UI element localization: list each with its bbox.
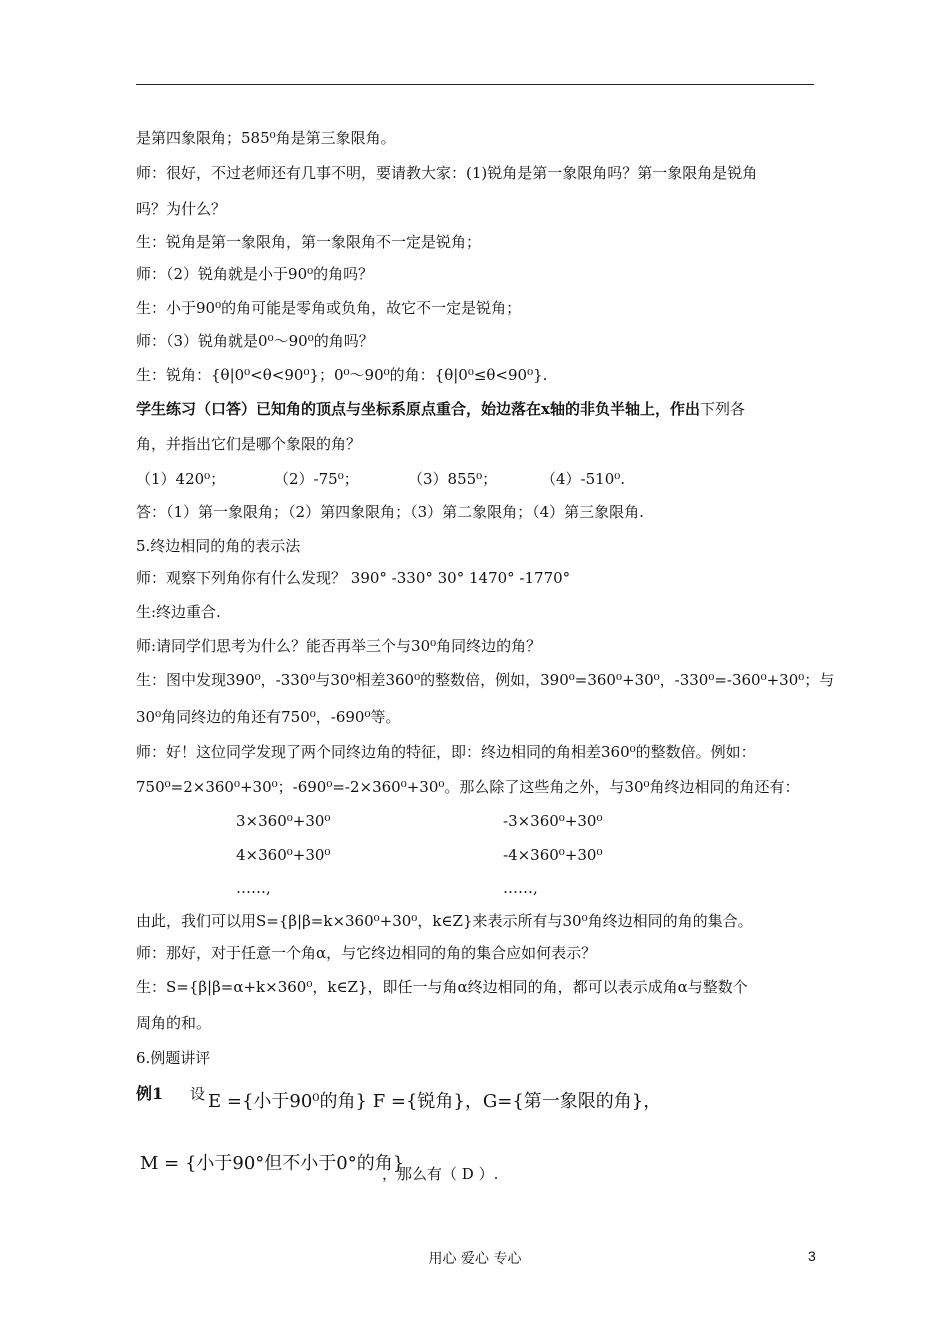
example-sets: E ={小于90⁰的角} F ={锐角}，G={第一象限的角}，	[208, 1091, 662, 1112]
formula-right: -3×360⁰+30⁰	[503, 812, 603, 830]
text-line: 师：很好，不过老师还有几事不明，要请教大家：(1)锐角是第一象限角吗？第一象限角是锐角	[136, 164, 758, 182]
practice-line	[136, 399, 745, 419]
formula-left: 4×360⁰+30⁰	[236, 846, 331, 864]
header-rule	[136, 84, 814, 85]
text-line: 生：小于90⁰的角可能是零角或负角，故它不一定是锐角；	[136, 299, 522, 317]
formula-left: 3×360⁰+30⁰	[236, 812, 331, 830]
text-line: 是第四象限角；585⁰角是第三象限角。	[136, 129, 396, 147]
practice-item: （3）855⁰；	[408, 470, 498, 488]
text-line: 师：好！这位同学发现了两个同终边角的特征，即：终边相同的角相差360⁰的整数倍。例如：	[136, 743, 756, 761]
text-line: 30⁰角同终边的角还有750⁰，-690⁰等。	[136, 708, 401, 726]
text-line: 由此，我们可以用S={β|β=k×360⁰+30⁰，k∈Z}来表示所有与30⁰角终边相同的角的集合。	[136, 912, 753, 930]
section-heading: 5.终边相同的角的表示法	[136, 537, 301, 555]
footer-text: 用心 爱心 专心	[428, 1251, 522, 1267]
answer-line: 答：（1）第一象限角；（2）第四象限角；（3）第二象限角；（4）第三象限角.	[136, 503, 644, 521]
practice-line-2: 角，并指出它们是哪个象限的角？	[136, 435, 362, 453]
text-line: 周角的和。	[136, 1014, 212, 1032]
text-line: 生：S={β|β=α+k×360⁰，k∈Z}，即任一与角α终边相同的角，都可以表示成角α与整数个	[136, 978, 748, 996]
practice-normal: 下列各	[699, 400, 745, 418]
text-line: 生：锐角：{θ|0⁰<θ<90⁰}；0⁰～90⁰的角：{θ|0⁰≤θ<90⁰}.	[136, 366, 548, 384]
text-line: 师：（3）锐角就是0⁰～90⁰的角吗？	[136, 332, 374, 350]
formula-right: -4×360⁰+30⁰	[503, 846, 603, 864]
text-line: 750⁰=2×360⁰+30⁰；-690⁰=-2×360⁰+30⁰。那么除了这些角之外，与30⁰角终边相同的角还有：	[136, 778, 800, 796]
practice-item: （2）-75⁰；	[274, 470, 359, 488]
text-line: 师:请同学们思考为什么？能否再举三个与30⁰角同终边的角？	[136, 637, 542, 655]
practice-item: （4）-510⁰.	[541, 470, 626, 488]
practice-bold: 学生练习（口答）已知角的顶点与坐标系原点重合，始边落在x轴的非负半轴上，作出	[136, 400, 700, 418]
text-line: 生：图中发现390⁰，-330⁰与30⁰相差360⁰的整数倍，例如，390⁰=360⁰+30⁰，-330⁰=-360⁰+30⁰；与	[136, 671, 835, 689]
text-line: 生:终边重合.	[136, 603, 221, 621]
formula-right: ……,	[503, 879, 538, 897]
formula-left: ……,	[236, 879, 271, 897]
example-tail: ，那么有（ D ）.	[382, 1165, 499, 1183]
page-number: 3	[808, 1248, 816, 1264]
example-she: 设	[190, 1085, 206, 1103]
text-line: 师：（2）锐角就是小于90⁰的角吗？	[136, 265, 374, 283]
text-line: 师：观察下列角你有什么发现？ 390° -330° 30° 1470° -1770°	[136, 569, 571, 587]
section-heading: 6.例题讲评	[136, 1049, 211, 1067]
practice-item: （1）420⁰；	[136, 470, 226, 488]
text-line: 生：锐角是第一象限角，第一象限角不一定是锐角；	[136, 233, 482, 251]
text-line: 吗？为什么？	[136, 200, 227, 218]
example-m-set: M = {小于90°但不小于0°的角}	[140, 1153, 405, 1174]
text-line: 师：那好，对于任意一个角α，与它终边相同的角的集合应如何表示？	[136, 944, 597, 962]
example-label: 例1	[136, 1084, 164, 1103]
